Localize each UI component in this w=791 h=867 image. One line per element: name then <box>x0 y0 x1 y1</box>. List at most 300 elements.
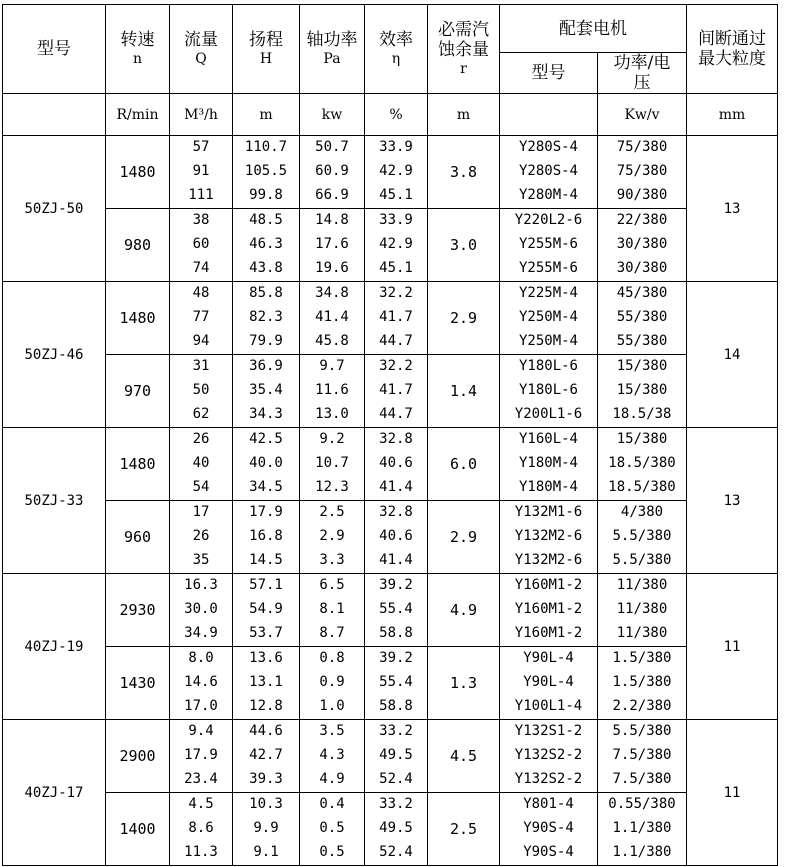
speed: 2900 <box>106 720 170 793</box>
motor-model-cell <box>500 209 598 282</box>
flow-value: 62 <box>192 405 210 422</box>
header-speed: 转速 n <box>106 5 170 94</box>
motor-power-value: 30/380 <box>616 236 668 253</box>
motor-power-value: 22/380 <box>616 212 668 229</box>
flow-cell <box>170 136 233 209</box>
efficiency-value: 58.8 <box>379 624 413 641</box>
head-value: 57.1 <box>249 577 283 594</box>
efficiency-cell <box>365 793 428 866</box>
max-particle-size: 14 <box>687 282 778 428</box>
flow-value: 91 <box>192 163 210 180</box>
motor-power-cell <box>598 647 687 720</box>
flow-value: 17.0 <box>184 697 218 714</box>
header-particle: 间断通过 最大粒度 <box>687 5 778 94</box>
motor-model-value: Y100L1-4 <box>514 697 583 714</box>
shaft-power-value: 6.5 <box>319 577 345 594</box>
motor-power-value: 90/380 <box>616 186 668 203</box>
header-motor: 配套电机 <box>500 5 687 53</box>
shaft-power-cell <box>300 209 365 282</box>
motor-model-value: Y132S1-2 <box>514 723 583 740</box>
npsh: 2.9 <box>428 501 500 574</box>
head-value: 105.5 <box>244 163 288 180</box>
motor-power-value: 15/380 <box>616 431 668 448</box>
efficiency-cell <box>365 647 428 720</box>
flow-cell <box>170 793 233 866</box>
efficiency-value: 32.2 <box>379 358 413 375</box>
header-motor-model: 型号 <box>500 53 598 94</box>
shaft-power-value: 50.7 <box>315 139 349 156</box>
motor-model-value: Y255M-6 <box>518 236 578 253</box>
efficiency-value: 40.6 <box>379 455 413 472</box>
motor-power-value: 1.5/380 <box>612 650 672 667</box>
motor-power-cell <box>598 355 687 428</box>
head-value: 12.8 <box>249 697 283 714</box>
motor-model-value: Y160L-4 <box>518 431 578 448</box>
shaft-power-value: 34.8 <box>315 285 349 302</box>
head-value: 48.5 <box>249 212 283 229</box>
flow-value: 14.6 <box>184 674 218 691</box>
max-particle-size: 13 <box>687 136 778 282</box>
head-value: 110.7 <box>244 139 288 156</box>
motor-model-cell <box>500 428 598 501</box>
motor-power-value: 11/380 <box>616 601 668 618</box>
flow-value: 77 <box>192 309 210 326</box>
motor-model-value: Y280S-4 <box>518 139 578 156</box>
flow-value: 4.5 <box>188 796 214 813</box>
head-value: 13.6 <box>249 650 283 667</box>
motor-power-value: 1.1/380 <box>612 820 672 837</box>
header-model: 型号 <box>3 5 106 94</box>
motor-model-cell <box>500 793 598 866</box>
efficiency-value: 49.5 <box>379 820 413 837</box>
motor-power-value: 5.5/380 <box>612 528 672 545</box>
pump-spec-table <box>2 4 778 866</box>
npsh: 2.9 <box>428 282 500 355</box>
efficiency-value: 55.4 <box>379 601 413 618</box>
flow-value: 31 <box>192 358 210 375</box>
flow-value: 60 <box>192 236 210 253</box>
shaft-power-value: 0.5 <box>319 843 345 860</box>
efficiency-value: 55.4 <box>379 674 413 691</box>
efficiency-value: 39.2 <box>379 650 413 667</box>
shaft-power-value: 60.9 <box>315 163 349 180</box>
shaft-power-cell <box>300 428 365 501</box>
efficiency-value: 41.4 <box>379 551 413 568</box>
pump-model: 50ZJ-46 <box>3 282 106 428</box>
head-value: 99.8 <box>249 186 283 203</box>
efficiency-value: 41.4 <box>379 478 413 495</box>
shaft-power-cell <box>300 793 365 866</box>
motor-power-cell <box>598 282 687 355</box>
head-value: 34.3 <box>249 405 283 422</box>
efficiency-value: 33.2 <box>379 796 413 813</box>
flow-value: 38 <box>192 212 210 229</box>
head-cell <box>233 720 300 793</box>
npsh: 3.8 <box>428 136 500 209</box>
head-value: 9.9 <box>253 820 279 837</box>
shaft-power-value: 10.7 <box>315 455 349 472</box>
pump-model: 40ZJ-19 <box>3 574 106 720</box>
speed: 1480 <box>106 136 170 209</box>
head-value: 14.5 <box>249 551 283 568</box>
motor-power-value: 7.5/380 <box>612 747 672 764</box>
pump-model: 50ZJ-50 <box>3 136 106 282</box>
head-value: 42.5 <box>249 431 283 448</box>
head-value: 17.9 <box>249 504 283 521</box>
npsh: 4.5 <box>428 720 500 793</box>
motor-model-cell <box>500 136 598 209</box>
motor-model-value: Y280M-4 <box>518 186 578 203</box>
motor-power-cell <box>598 720 687 793</box>
head-value: 9.1 <box>253 843 279 860</box>
flow-value: 9.4 <box>188 723 214 740</box>
npsh: 1.3 <box>428 647 500 720</box>
head-value: 34.5 <box>249 478 283 495</box>
header-flow: 流量 Q <box>170 5 233 94</box>
motor-power-cell <box>598 574 687 647</box>
max-particle-size: 11 <box>687 574 778 720</box>
efficiency-cell <box>365 428 428 501</box>
efficiency-value: 52.4 <box>379 770 413 787</box>
npsh: 6.0 <box>428 428 500 501</box>
flow-value: 50 <box>192 382 210 399</box>
header-motor-power: 功率/电 压 <box>598 53 687 94</box>
flow-cell <box>170 647 233 720</box>
head-value: 43.8 <box>249 259 283 276</box>
motor-power-value: 7.5/380 <box>612 770 672 787</box>
head-value: 16.8 <box>249 528 283 545</box>
shaft-power-value: 9.2 <box>319 431 345 448</box>
motor-power-value: 30/380 <box>616 259 668 276</box>
motor-model-value: Y90S-4 <box>523 843 574 860</box>
motor-model-cell <box>500 720 598 793</box>
head-cell <box>233 647 300 720</box>
motor-model-value: Y90L-4 <box>523 674 574 691</box>
shaft-power-value: 13.0 <box>315 405 349 422</box>
efficiency-value: 32.8 <box>379 431 413 448</box>
flow-value: 54 <box>192 478 210 495</box>
shaft-power-value: 19.6 <box>315 259 349 276</box>
motor-model-value: Y180L-6 <box>518 382 578 399</box>
table-row <box>3 501 778 574</box>
unit-efficiency: % <box>365 94 428 136</box>
header-head: 扬程 H <box>233 5 300 94</box>
shaft-power-value: 2.5 <box>319 504 345 521</box>
npsh: 3.0 <box>428 209 500 282</box>
motor-model-cell <box>500 501 598 574</box>
unit-head: m <box>233 94 300 136</box>
motor-power-value: 2.2/380 <box>612 697 672 714</box>
efficiency-value: 49.5 <box>379 747 413 764</box>
unit-motor-power: Kw/v <box>598 94 687 136</box>
table-row <box>3 282 778 355</box>
shaft-power-value: 0.4 <box>319 796 345 813</box>
head-cell <box>233 136 300 209</box>
efficiency-cell <box>365 209 428 282</box>
motor-model-value: Y280S-4 <box>518 163 578 180</box>
head-value: 42.7 <box>249 747 283 764</box>
motor-model-value: Y90L-4 <box>523 650 574 667</box>
header-efficiency: 效率 η <box>365 5 428 94</box>
head-cell <box>233 282 300 355</box>
head-value: 82.3 <box>249 309 283 326</box>
motor-power-value: 55/380 <box>616 309 668 326</box>
efficiency-cell <box>365 282 428 355</box>
head-value: 39.3 <box>249 770 283 787</box>
shaft-power-value: 3.3 <box>319 551 345 568</box>
head-cell <box>233 501 300 574</box>
efficiency-value: 52.4 <box>379 843 413 860</box>
motor-model-value: Y225M-4 <box>518 285 578 302</box>
table-row <box>3 136 778 209</box>
flow-value: 35 <box>192 551 210 568</box>
efficiency-cell <box>365 501 428 574</box>
shaft-power-cell <box>300 574 365 647</box>
efficiency-value: 42.9 <box>379 236 413 253</box>
header-npsh: 必需汽 蚀余量 r <box>428 5 500 94</box>
efficiency-cell <box>365 355 428 428</box>
motor-model-value: Y180L-6 <box>518 358 578 375</box>
shaft-power-cell <box>300 720 365 793</box>
head-value: 44.6 <box>249 723 283 740</box>
shaft-power-value: 0.8 <box>319 650 345 667</box>
efficiency-value: 39.2 <box>379 577 413 594</box>
motor-model-value: Y132M2-6 <box>514 528 583 545</box>
motor-power-value: 5.5/380 <box>612 551 672 568</box>
motor-model-value: Y250M-4 <box>518 332 578 349</box>
efficiency-value: 41.7 <box>379 309 413 326</box>
head-value: 10.3 <box>249 796 283 813</box>
motor-power-value: 15/380 <box>616 358 668 375</box>
efficiency-value: 44.7 <box>379 405 413 422</box>
flow-value: 16.3 <box>184 577 218 594</box>
flow-value: 8.0 <box>188 650 214 667</box>
shaft-power-value: 11.6 <box>315 382 349 399</box>
efficiency-value: 42.9 <box>379 163 413 180</box>
motor-model-value: Y180M-4 <box>518 455 578 472</box>
efficiency-value: 41.7 <box>379 382 413 399</box>
shaft-power-cell <box>300 282 365 355</box>
pump-model: 40ZJ-17 <box>3 720 106 866</box>
motor-model-value: Y801-4 <box>523 796 574 813</box>
shaft-power-value: 45.8 <box>315 332 349 349</box>
units-row <box>3 94 778 136</box>
table-row <box>3 793 778 866</box>
head-value: 85.8 <box>249 285 283 302</box>
efficiency-value: 33.9 <box>379 212 413 229</box>
motor-power-value: 4/380 <box>620 504 664 521</box>
npsh: 1.4 <box>428 355 500 428</box>
shaft-power-value: 4.3 <box>319 747 345 764</box>
motor-power-value: 18.5/380 <box>608 455 676 472</box>
motor-power-value: 55/380 <box>616 332 668 349</box>
motor-power-value: 11/380 <box>616 624 668 641</box>
motor-power-cell <box>598 136 687 209</box>
shaft-power-value: 9.7 <box>319 358 345 375</box>
speed: 1480 <box>106 282 170 355</box>
shaft-power-value: 0.9 <box>319 674 345 691</box>
npsh: 2.5 <box>428 793 500 866</box>
motor-power-value: 75/380 <box>616 139 668 156</box>
head-cell <box>233 574 300 647</box>
motor-model-value: Y180M-4 <box>518 478 578 495</box>
head-value: 13.1 <box>249 674 283 691</box>
head-value: 53.7 <box>249 624 283 641</box>
motor-power-cell <box>598 793 687 866</box>
motor-model-cell <box>500 282 598 355</box>
motor-model-value: Y132M1-6 <box>514 504 583 521</box>
flow-value: 48 <box>192 285 210 302</box>
motor-model-cell <box>500 647 598 720</box>
motor-power-value: 0.55/380 <box>608 796 676 813</box>
speed: 1480 <box>106 428 170 501</box>
motor-power-value: 1.1/380 <box>612 843 672 860</box>
flow-cell <box>170 428 233 501</box>
shaft-power-value: 3.5 <box>319 723 345 740</box>
motor-model-value: Y132S2-2 <box>514 747 583 764</box>
speed: 980 <box>106 209 170 282</box>
motor-power-value: 75/380 <box>616 163 668 180</box>
spec-body <box>3 136 778 866</box>
head-cell <box>233 793 300 866</box>
efficiency-value: 40.6 <box>379 528 413 545</box>
flow-cell <box>170 209 233 282</box>
motor-power-cell <box>598 428 687 501</box>
motor-power-value: 5.5/380 <box>612 723 672 740</box>
efficiency-value: 32.2 <box>379 285 413 302</box>
motor-power-value: 1.5/380 <box>612 674 672 691</box>
shaft-power-value: 17.6 <box>315 236 349 253</box>
flow-value: 57 <box>192 139 210 156</box>
flow-cell <box>170 501 233 574</box>
shaft-power-cell <box>300 501 365 574</box>
header-shaft-power: 轴功率 Pa <box>300 5 365 94</box>
max-particle-size: 13 <box>687 428 778 574</box>
motor-model-value: Y160M1-2 <box>514 577 583 594</box>
unit-particle: mm <box>687 94 778 136</box>
flow-value: 11.3 <box>184 843 218 860</box>
unit-motor-model <box>500 94 598 136</box>
head-value: 46.3 <box>249 236 283 253</box>
flow-value: 94 <box>192 332 210 349</box>
table-row <box>3 428 778 501</box>
flow-value: 30.0 <box>184 601 218 618</box>
head-value: 35.4 <box>249 382 283 399</box>
shaft-power-value: 1.0 <box>319 697 345 714</box>
speed: 1400 <box>106 793 170 866</box>
head-value: 36.9 <box>249 358 283 375</box>
motor-power-value: 15/380 <box>616 382 668 399</box>
shaft-power-cell <box>300 355 365 428</box>
motor-model-value: Y160M1-2 <box>514 601 583 618</box>
head-value: 40.0 <box>249 455 283 472</box>
table-row <box>3 574 778 647</box>
shaft-power-value: 12.3 <box>315 478 349 495</box>
flow-value: 17.9 <box>184 747 218 764</box>
shaft-power-value: 0.5 <box>319 820 345 837</box>
efficiency-cell <box>365 720 428 793</box>
motor-model-value: Y132S2-2 <box>514 770 583 787</box>
head-value: 54.9 <box>249 601 283 618</box>
head-cell <box>233 209 300 282</box>
efficiency-value: 45.1 <box>379 259 413 276</box>
shaft-power-value: 66.9 <box>315 186 349 203</box>
motor-model-value: Y255M-6 <box>518 259 578 276</box>
head-cell <box>233 428 300 501</box>
efficiency-value: 32.8 <box>379 504 413 521</box>
flow-value: 17 <box>192 504 210 521</box>
motor-model-value: Y160M1-2 <box>514 624 583 641</box>
motor-power-value: 18.5/38 <box>612 405 672 422</box>
head-cell <box>233 355 300 428</box>
unit-flow: M³/h <box>170 94 233 136</box>
shaft-power-value: 14.8 <box>315 212 349 229</box>
flow-value: 34.9 <box>184 624 218 641</box>
motor-model-cell <box>500 574 598 647</box>
motor-model-value: Y200L1-6 <box>514 405 583 422</box>
npsh: 4.9 <box>428 574 500 647</box>
motor-power-value: 11/380 <box>616 577 668 594</box>
flow-cell <box>170 282 233 355</box>
flow-cell <box>170 574 233 647</box>
table-row <box>3 355 778 428</box>
efficiency-value: 33.2 <box>379 723 413 740</box>
shaft-power-value: 8.1 <box>319 601 345 618</box>
flow-value: 26 <box>192 528 210 545</box>
pump-model: 50ZJ-33 <box>3 428 106 574</box>
efficiency-value: 44.7 <box>379 332 413 349</box>
motor-power-value: 18.5/380 <box>608 478 676 495</box>
shaft-power-value: 41.4 <box>315 309 349 326</box>
speed: 1430 <box>106 647 170 720</box>
efficiency-value: 45.1 <box>379 186 413 203</box>
flow-value: 26 <box>192 431 210 448</box>
shaft-power-cell <box>300 647 365 720</box>
speed: 960 <box>106 501 170 574</box>
unit-model <box>3 94 106 136</box>
motor-model-value: Y250M-4 <box>518 309 578 326</box>
flow-value: 74 <box>192 259 210 276</box>
motor-model-value: Y220L2-6 <box>514 212 583 229</box>
efficiency-value: 58.8 <box>379 697 413 714</box>
flow-value: 40 <box>192 455 210 472</box>
motor-power-cell <box>598 209 687 282</box>
unit-shaft-power: kw <box>300 94 365 136</box>
speed: 970 <box>106 355 170 428</box>
flow-value: 23.4 <box>184 770 218 787</box>
motor-power-value: 45/380 <box>616 285 668 302</box>
shaft-power-value: 2.9 <box>319 528 345 545</box>
unit-speed: R/min <box>106 94 170 136</box>
speed: 2930 <box>106 574 170 647</box>
flow-cell <box>170 355 233 428</box>
flow-value: 111 <box>188 186 214 203</box>
shaft-power-value: 8.7 <box>319 624 345 641</box>
motor-model-value: Y132M2-6 <box>514 551 583 568</box>
table-row <box>3 209 778 282</box>
efficiency-value: 33.9 <box>379 139 413 156</box>
unit-npsh: m <box>428 94 500 136</box>
flow-value: 8.6 <box>188 820 214 837</box>
motor-model-value: Y90S-4 <box>523 820 574 837</box>
efficiency-cell <box>365 136 428 209</box>
max-particle-size: 11 <box>687 720 778 866</box>
efficiency-cell <box>365 574 428 647</box>
shaft-power-value: 4.9 <box>319 770 345 787</box>
motor-power-cell <box>598 501 687 574</box>
motor-model-cell <box>500 355 598 428</box>
shaft-power-cell <box>300 136 365 209</box>
